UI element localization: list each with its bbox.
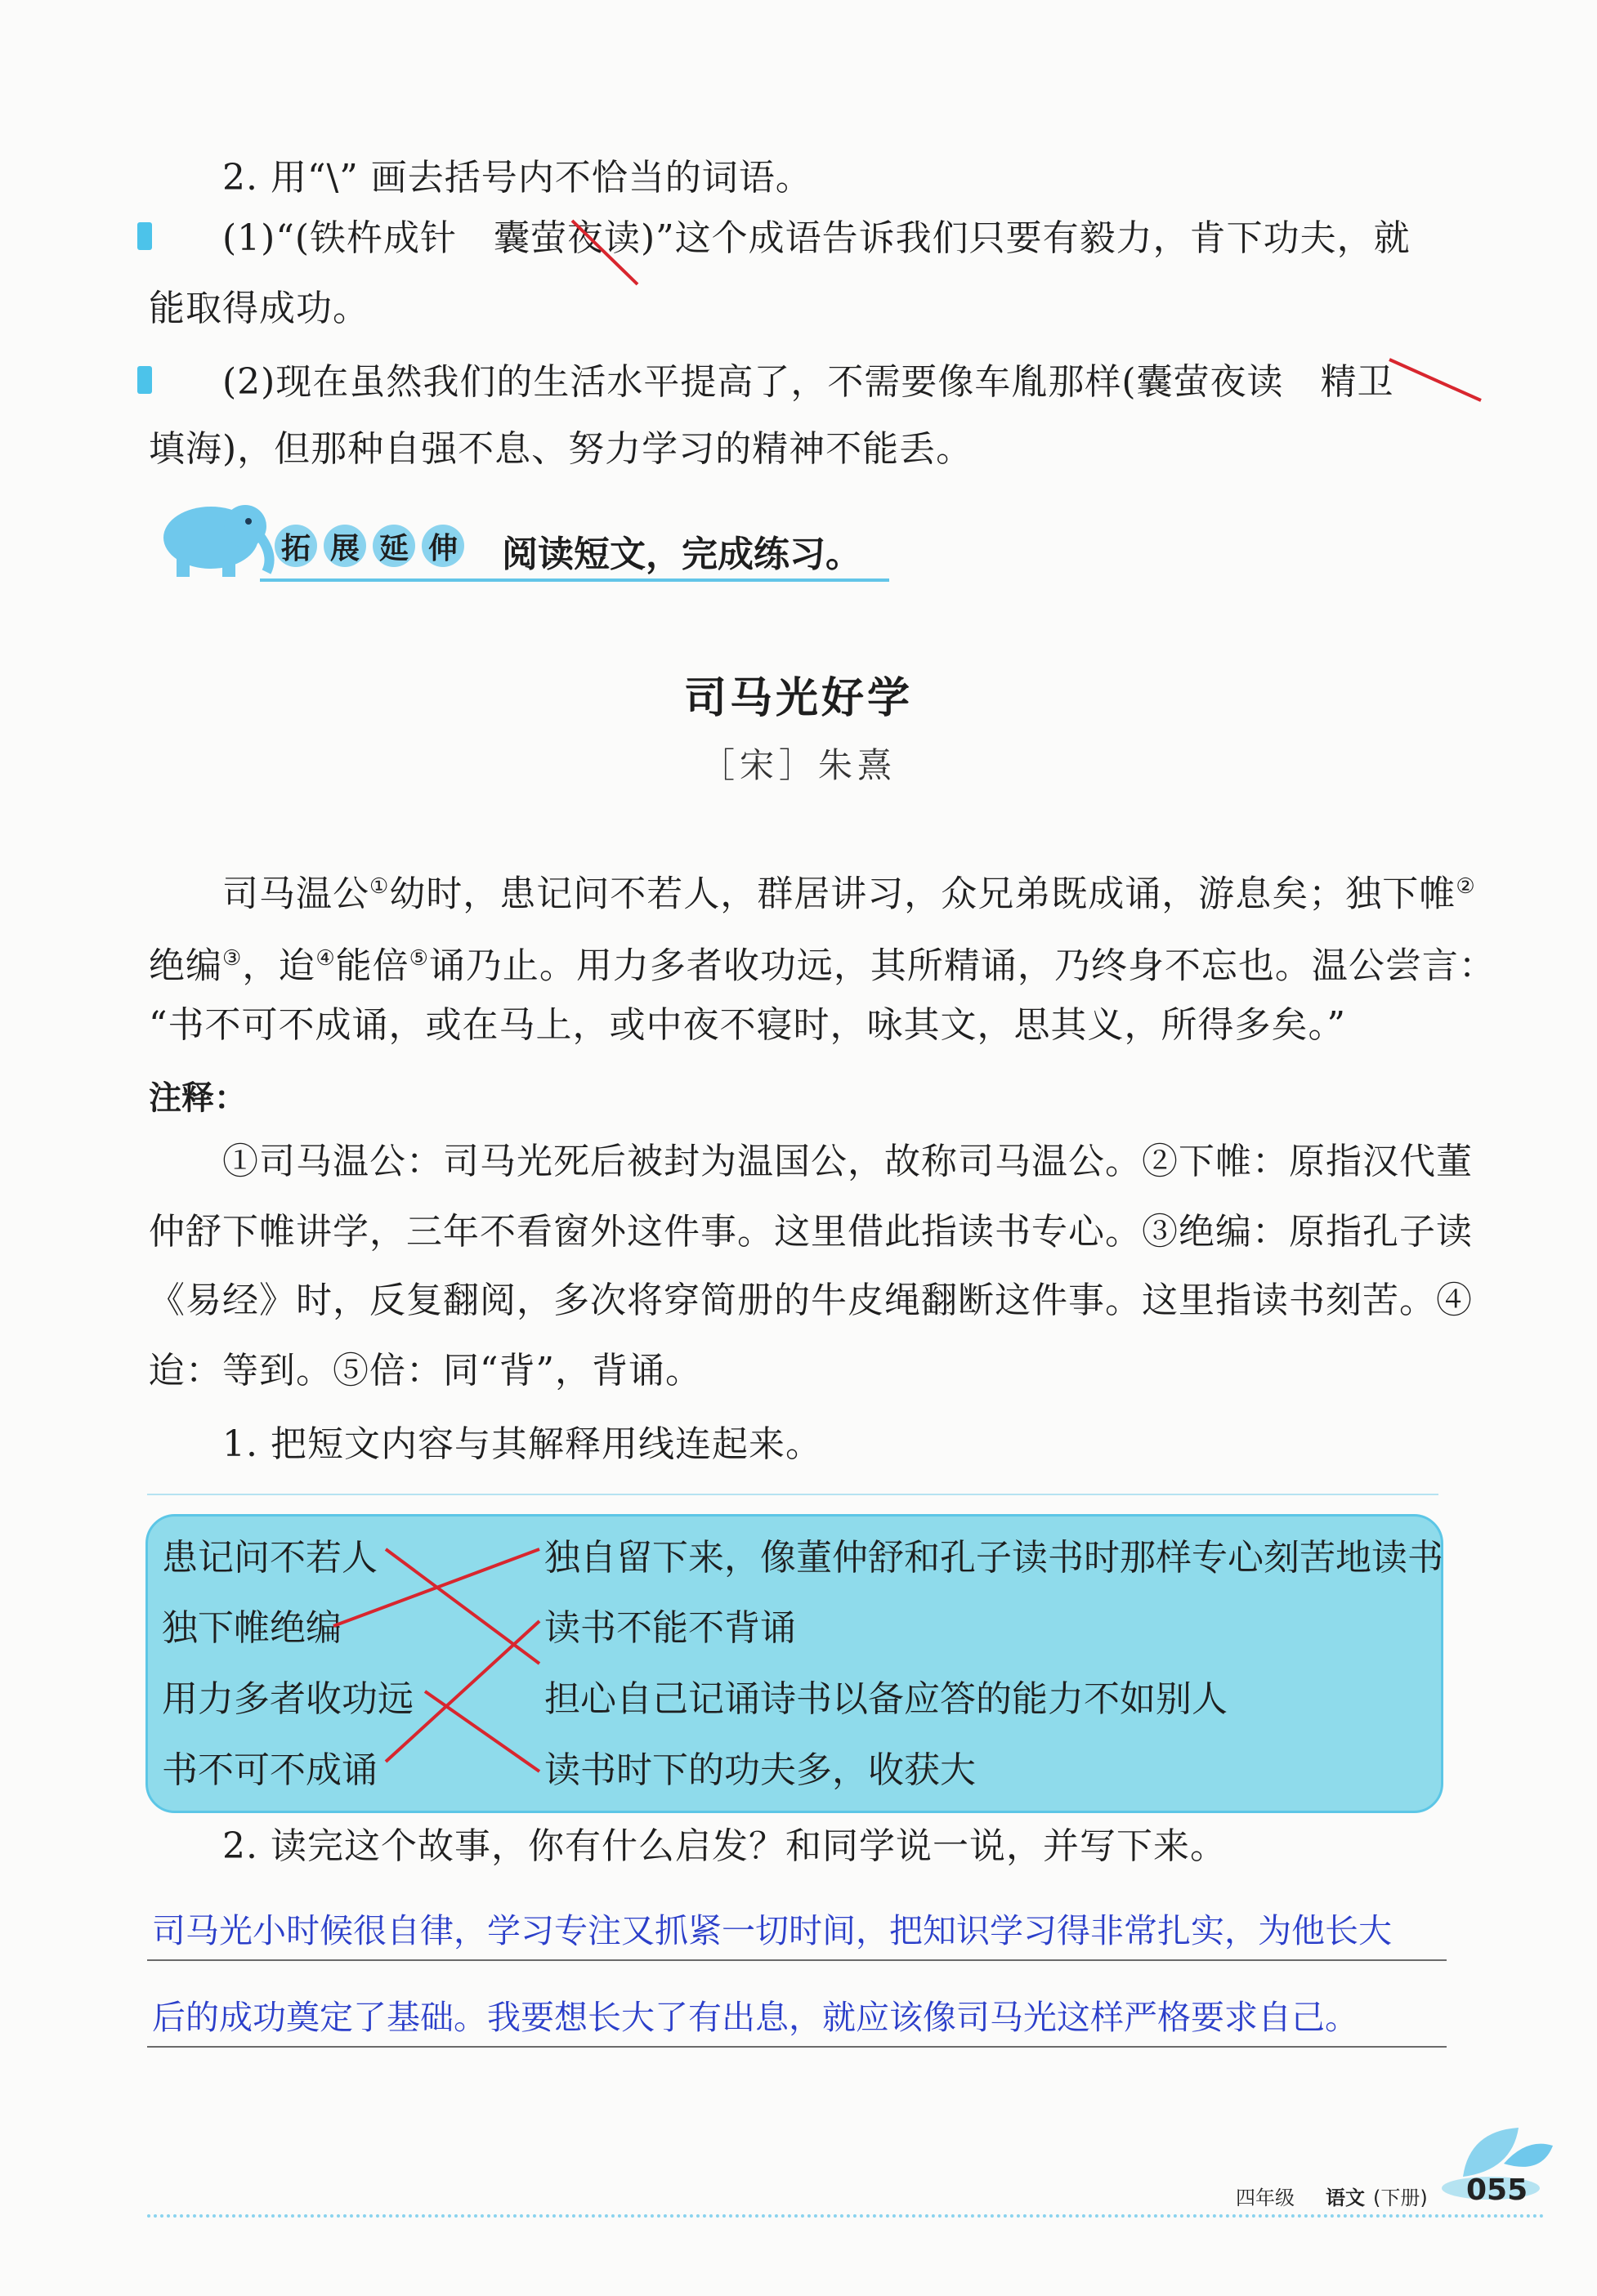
passage-author: ［宋］朱熹	[700, 745, 897, 785]
exercise-1-title: 1. 把短文内容与其解释用线连起来。	[222, 1423, 822, 1465]
footer-volume: (下册)	[1373, 2187, 1428, 2209]
footer-divider	[147, 2214, 1545, 2218]
divider	[147, 1494, 1438, 1495]
question-2-title: 2. 用“\” 画去括号内不恰当的词语。	[222, 157, 812, 199]
matching-lines	[0, 1503, 1597, 1830]
passage-line-3: “书不可不成诵，或在马上，或中夜不寝时，咏其文，思其义，所得多矣。”	[149, 1004, 1346, 1046]
footer-subject: 语文	[1326, 2187, 1365, 2209]
question-2-2-line2: 填海)，但那种自强不息、努力学习的精神不能丢。	[149, 428, 973, 470]
strike-mark-1	[572, 221, 637, 284]
banner-title	[275, 525, 464, 567]
match-right-item: 独自留下来，像董仲舒和孔子读书时那样专心刻苦地读书	[544, 1537, 1443, 1579]
passage-title: 司马光好学	[683, 673, 913, 723]
passage-line-1	[222, 862, 1476, 919]
footer-grade: 四年级	[1236, 2187, 1295, 2209]
match-line-4	[386, 1621, 539, 1762]
answer-rule-1	[147, 1959, 1447, 1961]
strike-marks	[0, 0, 1597, 572]
passage-text: 司马温公	[222, 873, 369, 915]
match-line-3	[425, 1691, 539, 1771]
exercise-2-title: 2. 读完这个故事，你有什么启发？和同学说一说，并写下来。	[222, 1825, 1227, 1867]
footnote-ref: ②	[1456, 874, 1476, 899]
match-right-item: 担心自己记诵诗书以备应答的能力不如别人	[544, 1678, 1228, 1720]
notes-line-4: 迨：等到。⑤倍：同“背”，背诵。	[149, 1350, 702, 1391]
banner-char: 展	[324, 525, 366, 567]
answer-line-2: 后的成功奠定了基础。我要想长大了有出息，就应该像司马光这样严格要求自己。	[152, 1998, 1358, 2037]
match-left-item: 用力多者收功远	[162, 1678, 414, 1720]
passage-line-2	[149, 934, 1496, 991]
match-left-item: 独下帷绝编	[162, 1607, 342, 1649]
footnote-ref: ④	[315, 946, 336, 971]
banner-char: 伸	[422, 525, 464, 567]
banner-char: 延	[373, 525, 415, 567]
passage-text: 绝编	[149, 945, 222, 987]
passage-text: 能倍	[335, 945, 409, 987]
question-2-2-line1: (2)现在虽然我们的生活水平提高了，不需要像车胤那样(囊萤夜读 精卫	[222, 361, 1394, 403]
match-left-item: 书不可不成诵	[162, 1749, 378, 1791]
passage-text: ，迨	[242, 945, 316, 987]
question-2-1-line1: (1)“(铁杵成针 囊萤夜读)”这个成语告诉我们只要有毅力，肯下功夫，就	[222, 217, 1411, 259]
notes-line-1: ①司马温公：司马光死后被封为温国公，故称司马温公。②下帷：原指汉代董	[222, 1141, 1473, 1182]
banner-subtitle: 阅读短文，完成练习。	[502, 534, 861, 575]
page-number: 055	[1466, 2173, 1528, 2207]
banner-char: 拓	[275, 525, 317, 567]
match-line-2	[333, 1549, 539, 1626]
footnote-ref: ③	[222, 946, 243, 971]
notes-line-3: 《易经》时，反复翻阅，多次将穿简册的牛皮绳翻断这件事。这里指读书刻苦。④	[149, 1280, 1473, 1321]
match-right-item: 读书时下的功夫多，收获大	[544, 1749, 976, 1791]
strike-mark-2	[1389, 360, 1481, 400]
answer-line-1: 司马光小时候很自律，学习专注又抓紧一切时间，把知识学习得非常扎实，为他长大	[152, 1911, 1392, 1950]
notes-label: 注释：	[149, 1079, 247, 1117]
question-2-1-line2: 能取得成功。	[149, 288, 369, 329]
elephant-icon	[144, 490, 275, 580]
footnote-ref: ⑤	[409, 946, 429, 971]
match-line-1	[386, 1549, 539, 1664]
footnote-ref: ①	[369, 874, 390, 899]
match-right-item: 读书不能不背诵	[544, 1607, 796, 1649]
answer-rule-2	[147, 2046, 1447, 2048]
passage-text: 幼时，患记问不若人，群居讲习，众兄弟既成诵，游息矣；独下帷	[389, 873, 1456, 915]
banner-underline	[260, 578, 889, 582]
notes-line-2: 仲舒下帷讲学，三年不看窗外这件事。这里借此指读书专心。③绝编：原指孔子读	[149, 1211, 1473, 1253]
match-left-item: 患记问不若人	[162, 1537, 378, 1579]
passage-text: 诵乃止。用力多者收功远，其所精诵，乃终身不忘也。温公尝言：	[428, 945, 1496, 987]
